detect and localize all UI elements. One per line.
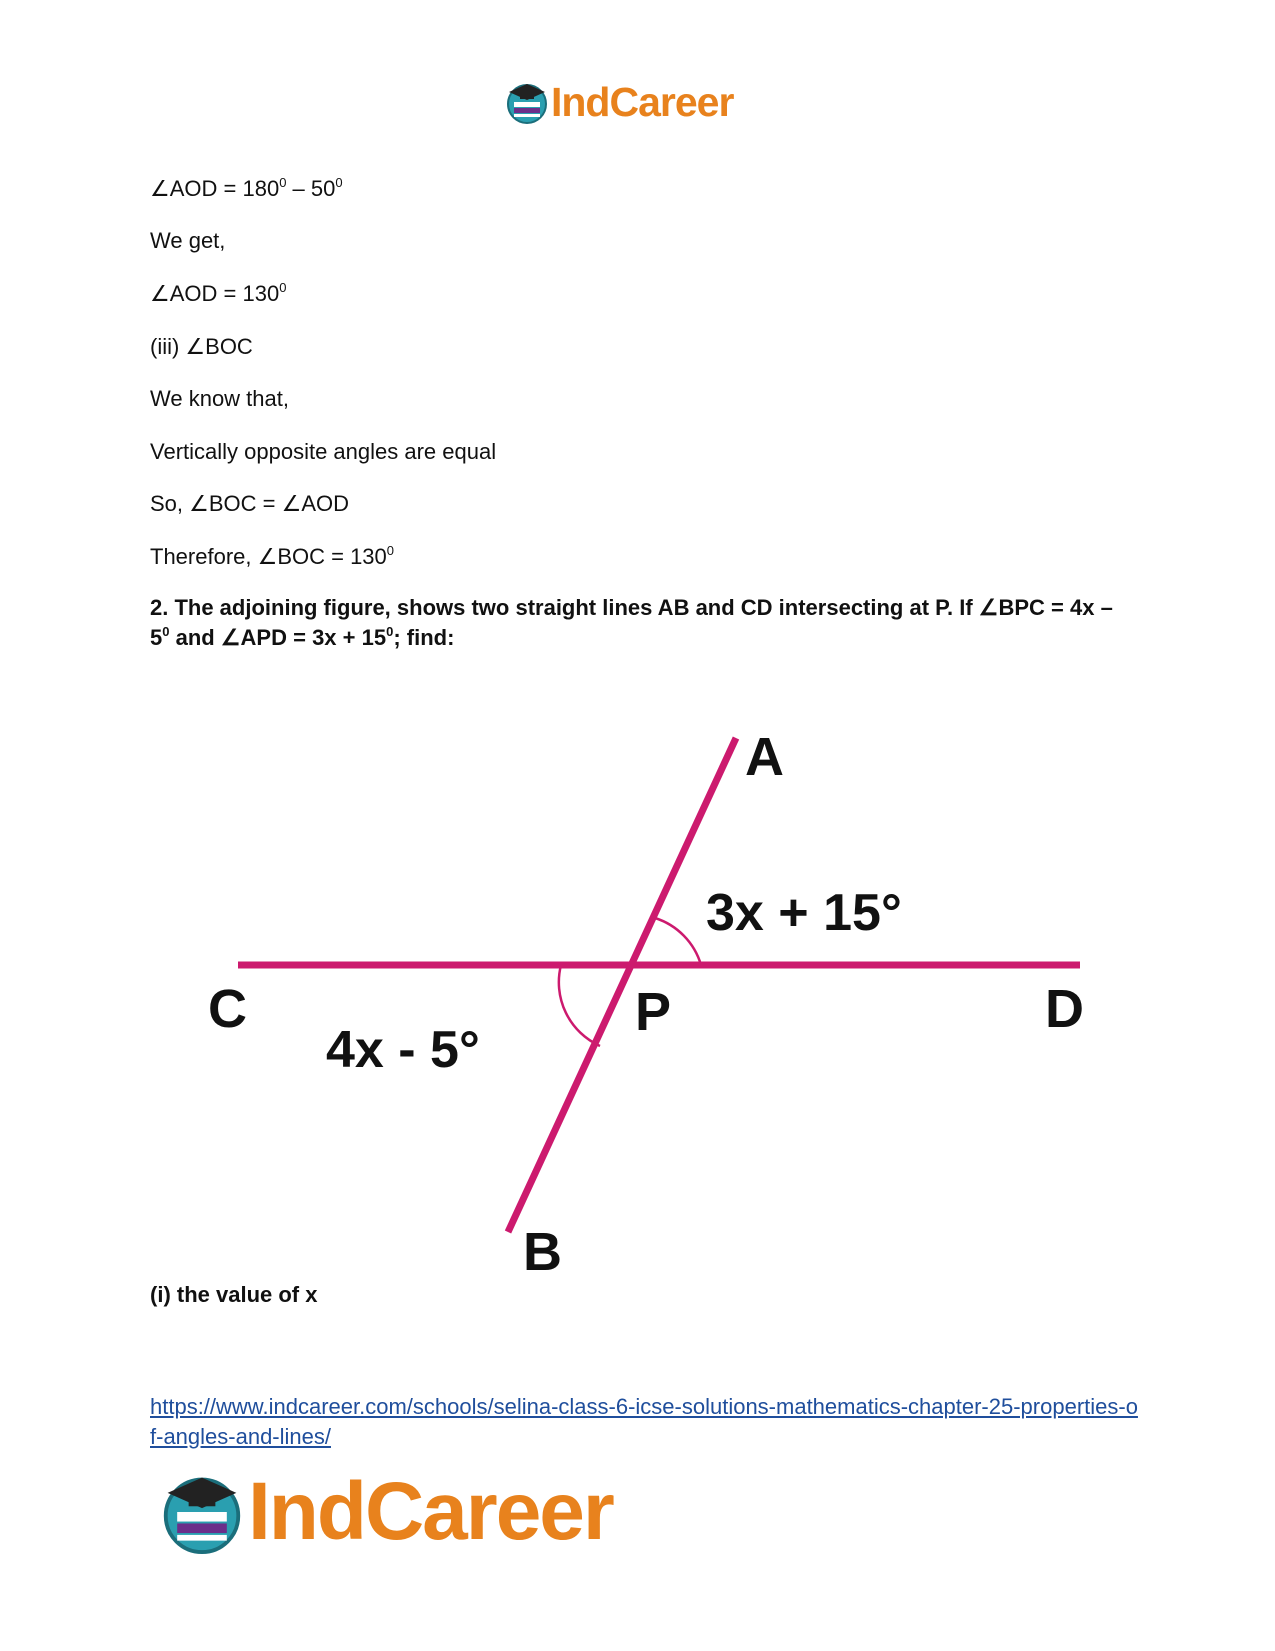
- angle-apd-label: 3x + 15°: [706, 884, 902, 942]
- text-line: We get,: [150, 228, 226, 253]
- question-text: 2. The adjoining figure, shows two straight lines AB and CD intersecting at P. If ∠BPC = $4x - 5^0$ and ∠APD = $3x + 15^0$; find:: [150, 595, 1113, 650]
- label-a: A: [745, 727, 784, 787]
- source-link[interactable]: https://www.indcareer.com/schools/selina-class-6-icse-solutions-mathematics-chapter-25-properties-of-angles-and-lines/: [150, 1394, 1138, 1449]
- text-line: ∠AOD = $130^0$: [150, 280, 287, 306]
- angle-bpc-arc: [559, 965, 600, 1046]
- text-line: Vertically opposite angles are equal: [150, 439, 497, 464]
- label-p: P: [635, 982, 672, 1042]
- angle-bpc-label: 4x - 5°: [326, 1021, 480, 1079]
- sub-question: (i) the value of x: [150, 1282, 318, 1307]
- logo-text: IndCareer: [248, 1466, 613, 1557]
- logo-text: IndCareer: [551, 78, 734, 125]
- graduation-book-icon: [160, 1470, 244, 1554]
- text-line: So, ∠BOC = ∠AOD: [150, 491, 349, 516]
- line-ab: [508, 738, 736, 1232]
- angle-apd-arc: [655, 918, 701, 965]
- label-b: B: [523, 1222, 562, 1282]
- label-c: C: [208, 979, 247, 1039]
- text-line: We know that,: [150, 386, 289, 411]
- text-line: (iii) ∠BOC: [150, 334, 253, 359]
- text-line: ∠AOD = $180^0 - 50^0$: [150, 175, 343, 201]
- label-d: D: [1045, 979, 1084, 1039]
- footer-logo: [160, 1466, 613, 1558]
- text-line: Therefore, ∠BOC = $130^0$: [150, 543, 395, 569]
